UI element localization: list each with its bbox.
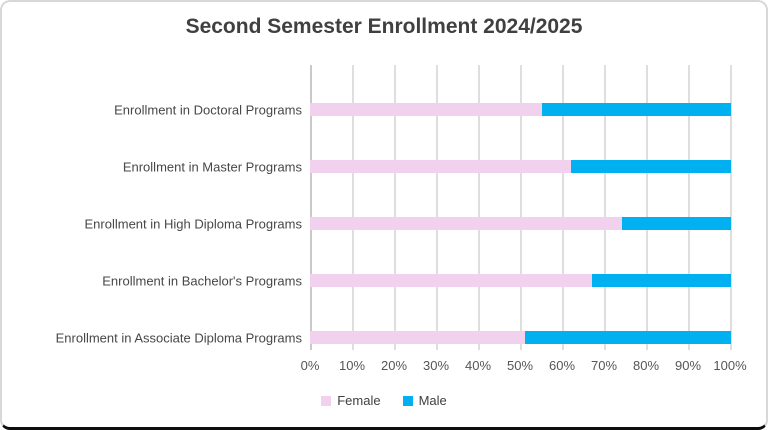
bar-segment-male [571, 160, 731, 173]
legend-item-female [321, 393, 380, 408]
x-axis-tick-label: 50% [506, 358, 534, 373]
bar-row [310, 160, 731, 173]
bar-segment-female [310, 160, 571, 173]
bar-segment-male [622, 217, 731, 230]
bar-row [310, 103, 731, 116]
x-axis-tick-label: 30% [422, 358, 450, 373]
x-axis-tick-label: 70% [590, 358, 618, 373]
x-axis-tick-label: 10% [338, 358, 366, 373]
bar-segment-male [592, 274, 731, 287]
legend-swatch [321, 396, 331, 406]
x-axis-tick-label: 100% [713, 358, 747, 373]
category-label: Enrollment in Doctoral Programs [114, 102, 302, 117]
x-axis-tick-label: 20% [380, 358, 408, 373]
bar-segment-female [310, 331, 525, 344]
x-axis-tick-label: 60% [548, 358, 576, 373]
category-label: Enrollment in Bachelor's Programs [102, 273, 302, 288]
bar-row [310, 274, 731, 287]
bar-segment-female [310, 274, 592, 287]
category-label: Enrollment in High Diploma Programs [84, 216, 302, 231]
bar-segment-male [542, 103, 731, 116]
legend-label: Female [337, 393, 381, 408]
legend-label: Male [418, 393, 447, 408]
x-axis-tick-label: 80% [632, 358, 660, 373]
x-axis-tick-label: 40% [464, 358, 492, 373]
x-axis-tick-label: 0% [300, 358, 320, 373]
category-label: Enrollment in Master Programs [122, 159, 302, 174]
legend-item-male [403, 393, 447, 408]
bar-segment-female [310, 103, 542, 116]
bar-segment-male [525, 331, 731, 344]
legend-swatch [403, 396, 413, 406]
category-label: Enrollment in Associate Diploma Programs [55, 330, 302, 345]
legend [2, 393, 766, 408]
x-axis-tick-label: 90% [674, 358, 702, 373]
bar-row [310, 217, 731, 230]
chart-title: Second Semester Enrollment 2024/2025 [185, 15, 583, 38]
bar-segment-female [310, 217, 622, 230]
plot-area [310, 65, 731, 350]
bar-row [310, 331, 731, 344]
